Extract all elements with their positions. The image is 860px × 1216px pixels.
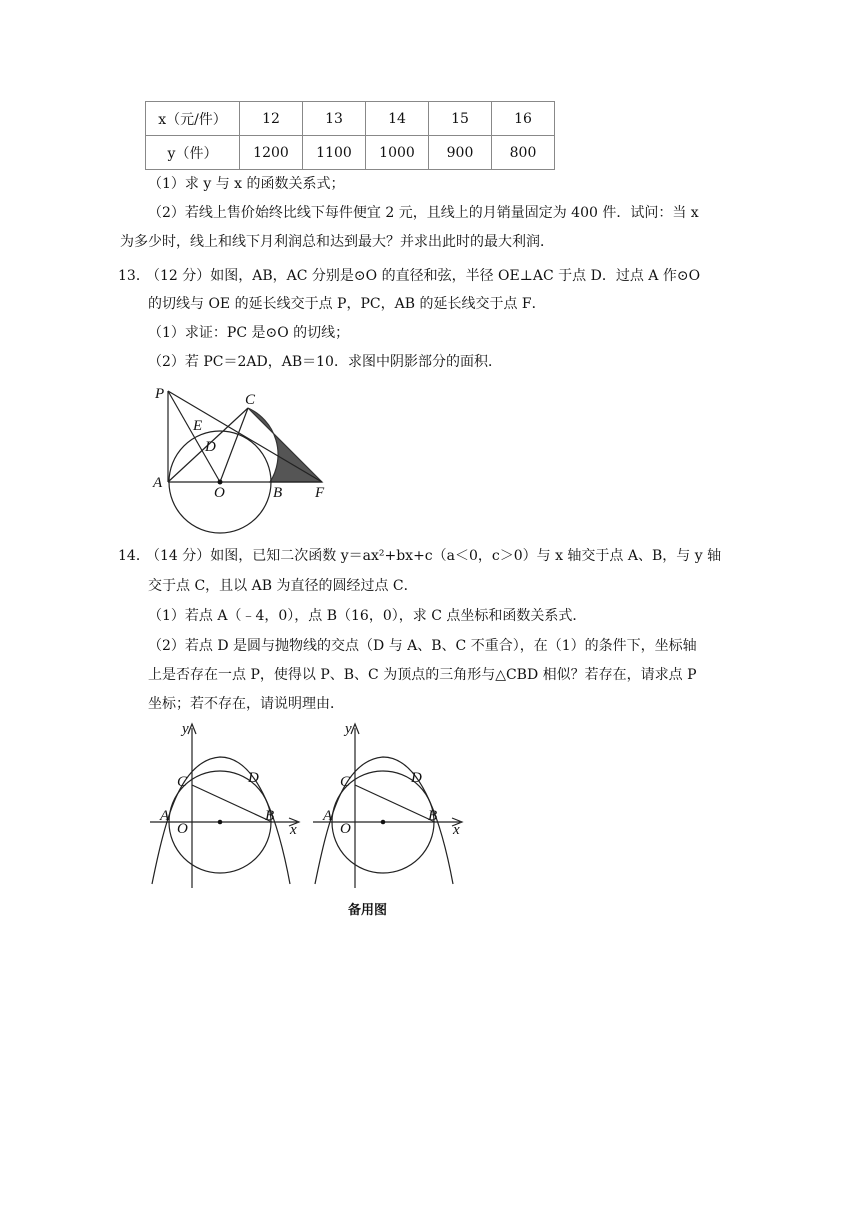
table-cell: 12	[240, 102, 303, 136]
label-B: B	[265, 808, 275, 824]
spare-figure-caption: 备用图	[348, 903, 388, 918]
label-A: A	[323, 808, 333, 824]
q14-part2-line2: 上是否存在一点 P，使得以 P、B、C 为顶点的三角形与△CBD 相似？若存在，请求点 P	[148, 667, 697, 683]
q13-stem-line1: （12 分）如图，AB，AC 分别是⊙O 的直径和弦，半径 OE⊥AC 于点 D．过点 A 作⊙O	[146, 268, 701, 284]
table-cell: 1000	[366, 136, 429, 170]
label-A: A	[153, 475, 163, 491]
table-cell: 800	[492, 136, 555, 170]
label-P: P	[155, 386, 165, 402]
q14-part2-line3: 坐标；若不存在，请说明理由．	[148, 696, 344, 712]
table-cell: 15	[429, 102, 492, 136]
q14-parabola-figure	[145, 718, 305, 898]
label-x-axis: x	[290, 822, 297, 838]
q14-number: 14．	[118, 548, 150, 564]
label-O: O	[340, 821, 351, 837]
table-cell: 1200	[240, 136, 303, 170]
q13-stem-line2: 的切线与 OE 的延长线交于点 P，PC，AB 的延长线交于点 F．	[148, 296, 546, 312]
q12-part2-line2: 为多少时，线上和线下月利润总和达到最大？并求出此时的最大利润．	[120, 234, 554, 250]
label-O: O	[177, 821, 188, 837]
table-cell: 900	[429, 136, 492, 170]
table-row	[146, 136, 555, 170]
label-B: B	[428, 808, 438, 824]
label-C: C	[245, 392, 256, 408]
table-cell: 1100	[303, 136, 366, 170]
label-D: D	[411, 770, 422, 786]
label-y-axis: y	[182, 721, 189, 737]
q14-stem-line2: 交于点 C，且以 AB 为直径的圆经过点 C．	[148, 578, 418, 594]
q14-spare-figure	[308, 718, 468, 898]
q13-part1: （1）求证：PC 是⊙O 的切线；	[148, 325, 350, 341]
table-cell: 13	[303, 102, 366, 136]
table-row	[146, 102, 555, 136]
table-cell: 14	[366, 102, 429, 136]
label-y-axis: y	[345, 721, 352, 737]
q13-part2: （2）若 PC＝2AD，AB＝10．求图中阴影部分的面积．	[148, 354, 502, 370]
q12-part2-line1: （2）若线上售价始终比线下每件便宜 2 元，且线上的月销量固定为 400 件．试问：当 x	[148, 205, 699, 221]
q13-circle-tangent-figure	[140, 378, 350, 538]
price-sales-table	[145, 101, 555, 170]
label-D: D	[205, 439, 216, 455]
q14-stem-line1: （14 分）如图，已知二次函数 y＝ax²+bx+c（a＜0，c＞0）与 x 轴交于点 A、B，与 y 轴	[146, 548, 722, 564]
q14-part1: （1）若点 A（﹣4，0），点 B（16，0），求 C 点坐标和函数关系式．	[148, 608, 587, 624]
q13-number: 13．	[118, 268, 150, 284]
label-x-axis: x	[453, 822, 460, 838]
label-A: A	[160, 808, 170, 824]
table-header-x: x（元/件）	[146, 102, 240, 136]
table-header-y: y（件）	[146, 136, 240, 170]
label-B: B	[273, 485, 283, 501]
table-cell: 16	[492, 102, 555, 136]
label-O: O	[214, 485, 225, 501]
q12-part1: （1）求 y 与 x 的函数关系式；	[148, 176, 345, 192]
label-C: C	[340, 774, 351, 790]
q14-part2-line1: （2）若点 D 是圆与抛物线的交点（D 与 A、B、C 不重合），在（1）的条件下，坐标轴	[148, 638, 697, 654]
label-F: F	[315, 485, 325, 501]
label-C: C	[177, 774, 188, 790]
label-D: D	[248, 770, 259, 786]
label-E: E	[193, 418, 203, 434]
